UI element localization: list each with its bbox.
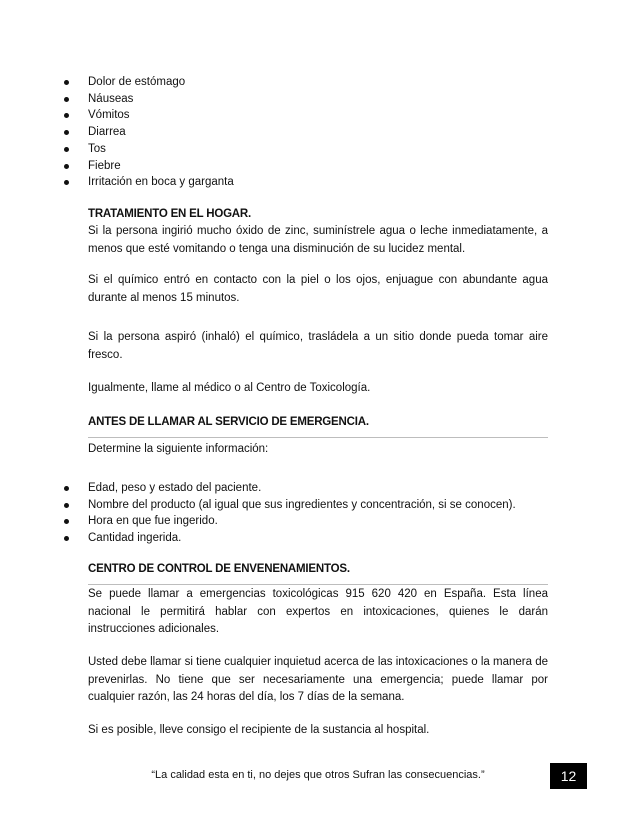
section-divider [88,584,548,585]
list-item [62,530,516,547]
list-item [62,141,234,158]
symptom-text: Náuseas [88,92,134,105]
paragraph: Si el químico entró en contacto con la piel o los ojos, enjuague con abundante agua durante al menos 15 minutos. [88,274,548,304]
paragraph: Si la persona aspiró (inhaló) el químico, trasládela a un sitio donde pueda tomar aire fresco. [88,331,548,361]
list-item [62,74,234,91]
bullet-icon [64,130,69,135]
section-heading-tratamiento: TRATAMIENTO EN EL HOGAR. [88,208,252,220]
bullet-icon [64,503,69,508]
section-heading-antes: ANTES DE LLAMAR AL SERVICIO DE EMERGENCIA. [88,416,369,428]
section-heading-centro: CENTRO DE CONTROL DE ENVENENAMIENTOS. [88,563,350,575]
symptom-text: Tos [88,142,106,155]
list-item [62,91,234,108]
info-list [62,480,516,547]
bullet-icon [64,519,69,524]
bullet-icon [64,536,69,541]
paragraph: Igualmente, llame al médico o al Centro de Toxicología. [88,382,371,394]
list-item [62,107,234,124]
list-item [62,480,516,497]
symptom-text: Irritación en boca y garganta [88,176,234,189]
info-text: Edad, peso y estado del paciente. [88,482,262,494]
bullet-icon [64,80,69,85]
bullet-icon [64,97,69,102]
bullet-icon [64,164,69,169]
list-item [62,513,516,530]
list-item [62,158,234,175]
list-item [62,497,516,514]
paragraph: Se puede llamar a emergencias toxicológicas 915 620 420 en España. Esta línea nacional le permitirá hablar con expertos en intoxicaciones, quienes le darán instrucciones adicionales. [88,588,548,635]
paragraph: Si es posible, lleve consigo el recipiente de la sustancia al hospital. [88,724,430,736]
info-text: Hora en que fue ingerido. [88,515,218,528]
list-item [62,124,234,141]
paragraph: Usted debe llamar si tiene cualquier inquietud acerca de las intoxicaciones o la manera de prevenirlas. No tiene que ser necesariamente una emergencia; puede llamar por cualquier razón, las 24 horas del día, los 7 días de la semana. [88,656,548,703]
page-number: 12 [550,763,587,789]
symptom-text: Diarrea [88,126,126,139]
info-text: Cantidad ingerida. [88,532,182,545]
info-text: Nombre del producto (al igual que sus ingredientes y concentración, si se conocen). [88,498,516,511]
bullet-icon [64,180,69,185]
bullet-icon [64,113,69,118]
paragraph: Si la persona ingirió mucho óxido de zinc, suminístrele agua o leche inmediatamente, a menos que esté vomitando o tenga una disminución de su lucidez mental. [88,225,548,255]
list-item [62,174,234,191]
bullet-icon [64,486,69,491]
symptom-text: Vómitos [88,109,130,122]
bullet-icon [64,147,69,152]
footer-quote: “La calidad esta en ti, no dejes que otros Sufran las consecuencias.” [151,769,485,781]
symptom-text: Dolor de estómago [88,76,186,88]
symptom-text: Fiebre [88,159,121,172]
intro-text: Determine la siguiente información: [88,443,269,455]
symptom-list [62,74,234,191]
section-divider [88,437,548,438]
